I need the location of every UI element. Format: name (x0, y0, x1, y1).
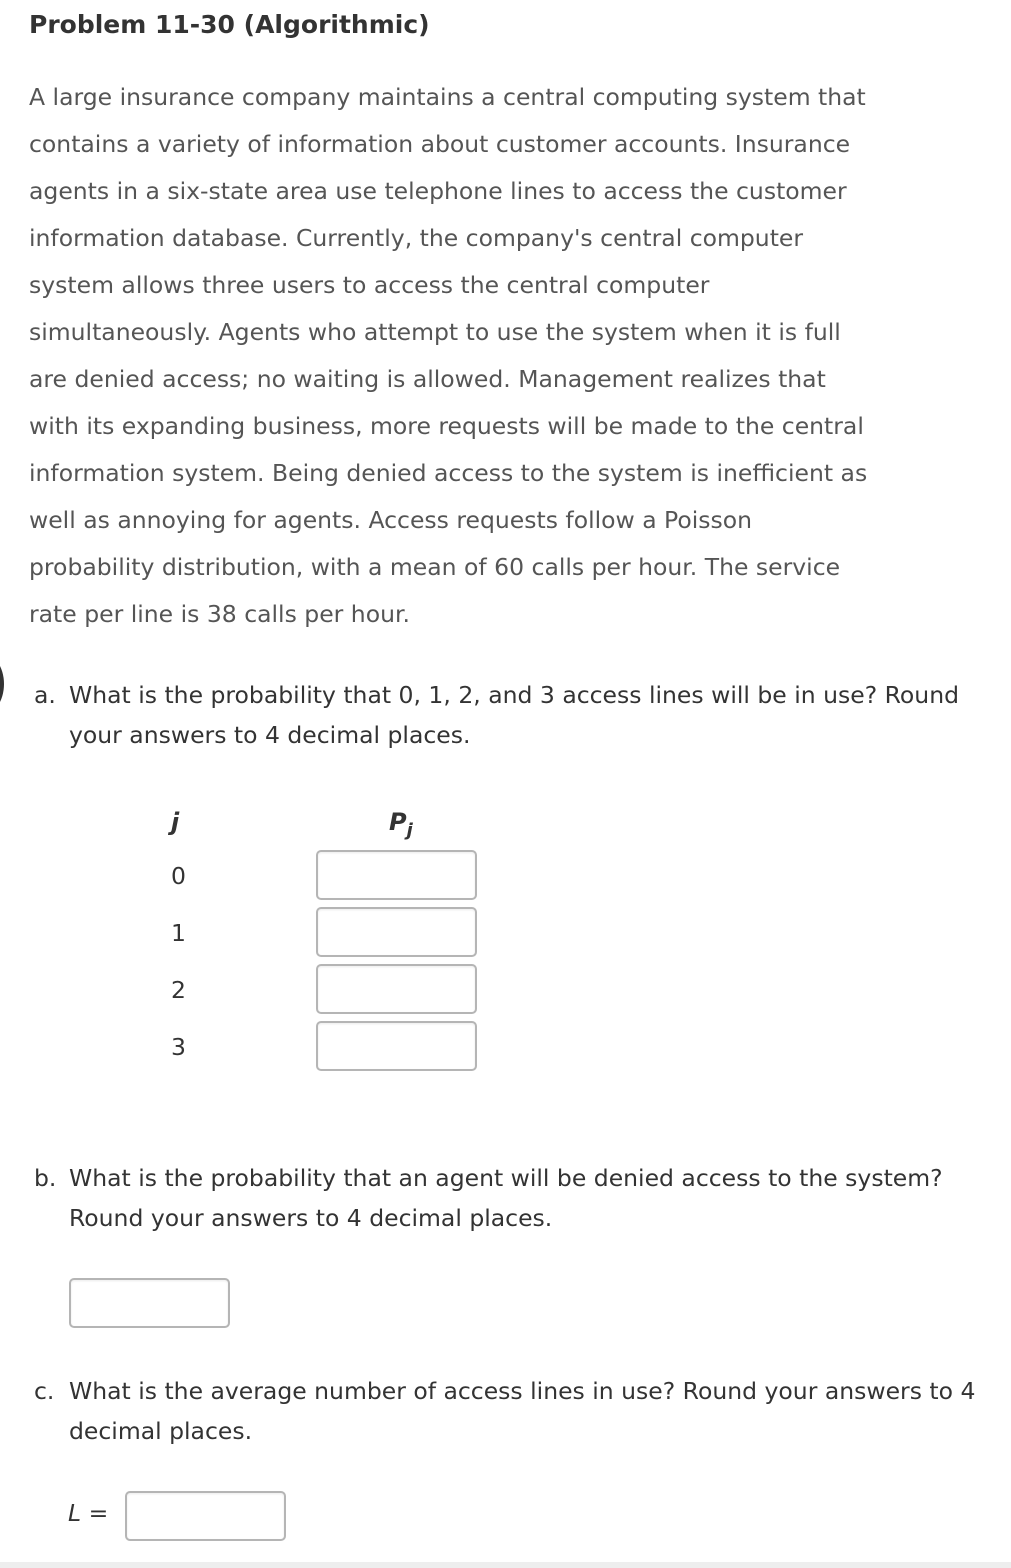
average-lines-input[interactable] (125, 1491, 286, 1541)
column-header-p-sub: j (406, 819, 413, 841)
description-line: information system. Being denied access to the system is inefficient as (29, 459, 868, 487)
question-a (34, 675, 994, 755)
problem-title: Problem 11-30 (Algorithmic) (29, 10, 430, 39)
column-header-pj (389, 808, 413, 841)
description-line: simultaneously. Agents who attempt to use the system when it is full (29, 318, 841, 346)
row-label-j2: 2 (171, 976, 186, 1004)
description-line: rate per line is 38 calls per hour. (29, 600, 410, 628)
description-line: with its expanding business, more requests will be made to the central (29, 412, 864, 440)
bottom-divider (0, 1562, 1011, 1568)
question-c-label: c. (34, 1377, 55, 1405)
p2-input[interactable] (316, 964, 477, 1014)
question-a-label: a. (34, 681, 56, 709)
question-a-text: What is the probability that 0, 1, 2, and 3 access lines will be in use? Round your answers to 4 decimal places. (69, 681, 960, 749)
column-header-p-main: P (389, 808, 407, 836)
description-line: agents in a six-state area use telephone lines to access the customer (29, 177, 847, 205)
description-line: information database. Currently, the company's central computer (29, 224, 804, 252)
p0-input[interactable] (316, 850, 477, 900)
question-c-text: What is the average number of access lines in use? Round your answers to 4 decimal places. (69, 1377, 976, 1445)
column-header-j: j (171, 808, 180, 836)
description-line: probability distribution, with a mean of 60 calls per hour. The service (29, 553, 841, 581)
denied-probability-input[interactable] (69, 1278, 230, 1328)
question-b (34, 1158, 994, 1238)
description-line: A large insurance company maintains a central computing system that (29, 83, 866, 111)
question-b-label: b. (34, 1164, 57, 1192)
row-label-j1: 1 (171, 919, 186, 947)
l-equals-label (68, 1499, 108, 1527)
description-line: system allows three users to access the central computer (29, 271, 710, 299)
problem-description (29, 74, 999, 638)
question-b-text: What is the probability that an agent will be denied access to the system? Round your answers to 4 decimal places. (69, 1164, 943, 1232)
equals-sign: = (81, 1499, 109, 1527)
l-variable: L (68, 1499, 82, 1527)
row-label-j3: 3 (171, 1033, 186, 1061)
question-c (34, 1371, 994, 1451)
row-label-j0: 0 (171, 862, 186, 890)
p3-input[interactable] (316, 1021, 477, 1071)
description-line: well as annoying for agents. Access requests follow a Poisson (29, 506, 753, 534)
progress-ring-icon (0, 652, 4, 716)
description-line: are denied access; no waiting is allowed. Management realizes that (29, 365, 826, 393)
description-line: contains a variety of information about customer accounts. Insurance (29, 130, 851, 158)
p1-input[interactable] (316, 907, 477, 957)
